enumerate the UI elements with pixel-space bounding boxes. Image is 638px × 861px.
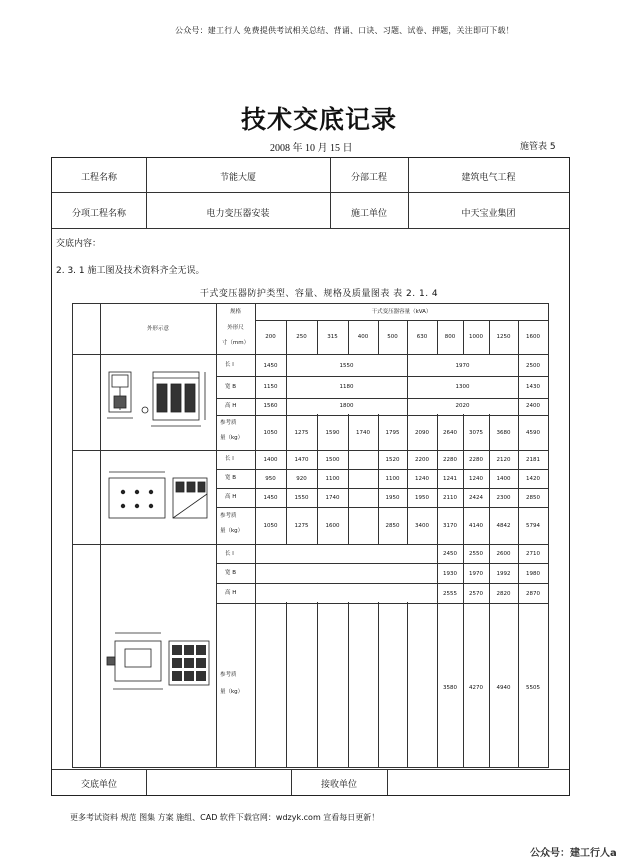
row-divider bbox=[52, 192, 569, 193]
cell: 1241 bbox=[443, 476, 457, 482]
cell: 2424 bbox=[469, 495, 483, 501]
document-date: 2008 年 10 月 15 日 bbox=[270, 143, 353, 154]
col-divider bbox=[216, 304, 217, 767]
dim-header-line1: 外形尺 bbox=[227, 325, 244, 331]
row-divider bbox=[216, 415, 548, 416]
cell: 1590 bbox=[325, 430, 340, 436]
document-title: 技术交底记录 bbox=[240, 105, 397, 134]
row-label-length: 长 l bbox=[225, 362, 234, 368]
row-label-weight: 参考质 bbox=[220, 420, 237, 426]
row-divider bbox=[73, 450, 548, 451]
row-label-width: 宽 B bbox=[225, 384, 237, 390]
cell: 1400 bbox=[496, 476, 511, 482]
cell: 1100 bbox=[385, 476, 400, 482]
capacity-500: 500 bbox=[387, 334, 398, 340]
transformer-outline-drawing-3 bbox=[103, 629, 213, 699]
cell: 5505 bbox=[526, 685, 540, 691]
row-divider bbox=[216, 603, 548, 604]
cell: 1430 bbox=[526, 384, 540, 390]
capacity-1000: 1000 bbox=[469, 334, 483, 340]
row-label-length: 长 l bbox=[225, 456, 234, 462]
cell: 1600 bbox=[325, 523, 340, 529]
row-divider bbox=[52, 769, 569, 770]
row-label-weight-unit: 量（kg） bbox=[220, 435, 244, 441]
cell: 2550 bbox=[469, 551, 483, 557]
cell: 1950 bbox=[385, 495, 400, 501]
outline-header: 外形示意 bbox=[146, 326, 169, 332]
contractor-label: 施工单位 bbox=[350, 209, 387, 219]
cell: 920 bbox=[296, 476, 307, 482]
cell: 1740 bbox=[325, 495, 340, 501]
content-label: 交底内容： bbox=[56, 239, 102, 249]
cell: 1950 bbox=[415, 495, 429, 501]
cell: 2200 bbox=[415, 457, 429, 463]
division-label: 分部工程 bbox=[350, 173, 387, 183]
cell: 2090 bbox=[415, 430, 429, 436]
cell: 4140 bbox=[469, 523, 483, 529]
form-number: 施管表 5 bbox=[520, 142, 556, 152]
cell: 2850 bbox=[526, 495, 540, 501]
project-name-value: 节能大厦 bbox=[219, 173, 256, 183]
row-divider bbox=[286, 376, 518, 377]
merged-cell bbox=[256, 545, 436, 602]
cell: 2280 bbox=[443, 457, 457, 463]
cell: 4842 bbox=[496, 523, 511, 529]
capacity-200: 200 bbox=[265, 334, 276, 340]
row-divider bbox=[255, 583, 437, 584]
cell: 1050 bbox=[263, 523, 278, 529]
row-label-height: 高 H bbox=[225, 590, 237, 596]
cell: 2020 bbox=[455, 403, 470, 409]
row-divider bbox=[255, 563, 437, 564]
cell: 3075 bbox=[469, 430, 483, 436]
row-label-length: 长 l bbox=[225, 551, 234, 557]
cell: 2400 bbox=[526, 403, 540, 409]
row-divider bbox=[255, 320, 548, 321]
handover-unit-label: 交底单位 bbox=[80, 780, 117, 790]
cell: 3170 bbox=[443, 523, 457, 529]
cell: 1795 bbox=[385, 430, 400, 436]
row-divider bbox=[52, 228, 569, 229]
cell: 1970 bbox=[455, 363, 470, 369]
cell: 2850 bbox=[385, 523, 400, 529]
header-note: 公众号：建工行人 免费提供考试相关总结、背诵、口诀、习题、试卷、押题，关注即可下载！ bbox=[175, 26, 514, 35]
cell: 1275 bbox=[294, 430, 309, 436]
cell: 1980 bbox=[526, 571, 540, 577]
row-label-width: 宽 B bbox=[225, 475, 237, 481]
cell: 1300 bbox=[455, 384, 470, 390]
row-label-weight-unit: 量（kg） bbox=[220, 689, 244, 695]
cell: 5794 bbox=[526, 523, 540, 529]
cell: 2640 bbox=[443, 430, 457, 436]
cell: 1970 bbox=[469, 571, 483, 577]
cell: 4270 bbox=[469, 685, 483, 691]
cell: 1400 bbox=[263, 457, 278, 463]
capacity-1250: 1250 bbox=[496, 334, 511, 340]
cell: 3580 bbox=[443, 685, 457, 691]
clause-text: 2. 3. 1 施工图及技术资料齐全无误。 bbox=[56, 266, 205, 276]
footer-note: 更多考试资料 规范 图集 方案 施组、CAD 软件下载官网：wdzyk.com 宣看每日更新！ bbox=[70, 813, 380, 822]
row-label-weight: 参考质 bbox=[220, 513, 237, 519]
transformer-outline-drawing-1 bbox=[103, 366, 213, 438]
cell: 1550 bbox=[339, 363, 354, 369]
cell: 1740 bbox=[356, 430, 370, 436]
cell: 3680 bbox=[496, 430, 511, 436]
cell: 2300 bbox=[496, 495, 511, 501]
cell: 950 bbox=[265, 476, 276, 482]
cell: 3400 bbox=[415, 523, 429, 529]
cell: 1240 bbox=[415, 476, 429, 482]
cell: 2181 bbox=[526, 457, 540, 463]
cell: 1180 bbox=[339, 384, 354, 390]
project-name-label: 工程名称 bbox=[80, 173, 117, 183]
watermark: 公众号：建工行人a bbox=[530, 848, 617, 859]
cell: 1240 bbox=[469, 476, 483, 482]
capacity-1600: 1600 bbox=[526, 334, 540, 340]
cell: 4940 bbox=[496, 685, 511, 691]
row-label-height: 高 H bbox=[225, 494, 237, 500]
cell: 1275 bbox=[294, 523, 309, 529]
col-divider bbox=[146, 769, 147, 795]
cell: 4590 bbox=[526, 430, 540, 436]
cell: 1550 bbox=[294, 495, 309, 501]
cell: 1992 bbox=[496, 571, 511, 577]
cell: 2570 bbox=[469, 591, 483, 597]
cell: 1500 bbox=[325, 457, 340, 463]
capacity-header: 干式变压器容量（kVA） bbox=[371, 309, 432, 315]
row-label-width: 宽 B bbox=[225, 570, 237, 576]
cell: 2110 bbox=[443, 495, 457, 501]
row-divider bbox=[216, 507, 548, 508]
cell: 1470 bbox=[294, 457, 309, 463]
dim-header-line2: 寸（mm） bbox=[221, 340, 250, 346]
cell: 2555 bbox=[443, 591, 457, 597]
table-caption: 干式变压器防护类型、容量、规格及质量图表 表 2. 1. 4 bbox=[199, 289, 439, 299]
row-label-height: 高 H bbox=[225, 403, 237, 409]
cell: 1520 bbox=[385, 457, 400, 463]
cell: 2500 bbox=[526, 363, 540, 369]
division-value: 建筑电气工程 bbox=[461, 173, 516, 183]
cell: 2450 bbox=[443, 551, 457, 557]
capacity-630: 630 bbox=[416, 334, 428, 340]
capacity-315: 315 bbox=[327, 334, 338, 340]
cell: 1450 bbox=[263, 495, 278, 501]
cell: 2870 bbox=[526, 591, 540, 597]
capacity-400: 400 bbox=[357, 334, 369, 340]
cell: 2280 bbox=[469, 457, 483, 463]
capacity-250: 250 bbox=[296, 334, 307, 340]
contractor-value: 中天宝业集团 bbox=[461, 209, 516, 219]
cell: 2710 bbox=[526, 551, 540, 557]
cell: 1420 bbox=[526, 476, 540, 482]
cell: 1150 bbox=[263, 384, 278, 390]
row-label-weight: 参考质 bbox=[220, 672, 237, 678]
cell: 1100 bbox=[325, 476, 340, 482]
col-divider bbox=[255, 304, 256, 767]
cell: 1560 bbox=[263, 403, 278, 409]
col-divider bbox=[100, 304, 101, 767]
spec-table bbox=[72, 303, 549, 768]
subitem-value: 电力变压器安装 bbox=[206, 209, 270, 219]
cell: 1930 bbox=[443, 571, 457, 577]
spec-header: 规格 bbox=[229, 309, 241, 315]
col-divider bbox=[387, 769, 388, 795]
subitem-label: 分项工程名称 bbox=[71, 209, 126, 219]
cell: 1800 bbox=[339, 403, 354, 409]
cell: 2820 bbox=[496, 591, 511, 597]
cell: 2120 bbox=[496, 457, 511, 463]
transformer-outline-drawing-2 bbox=[103, 464, 213, 532]
cell: 1450 bbox=[263, 363, 278, 369]
row-divider bbox=[216, 488, 548, 489]
cell: 1050 bbox=[263, 430, 278, 436]
row-divider bbox=[216, 469, 548, 470]
row-label-weight-unit: 量（kg） bbox=[220, 528, 244, 534]
receiver-unit-label: 接收单位 bbox=[320, 780, 357, 790]
capacity-800: 800 bbox=[444, 334, 456, 340]
cell: 2600 bbox=[496, 551, 511, 557]
